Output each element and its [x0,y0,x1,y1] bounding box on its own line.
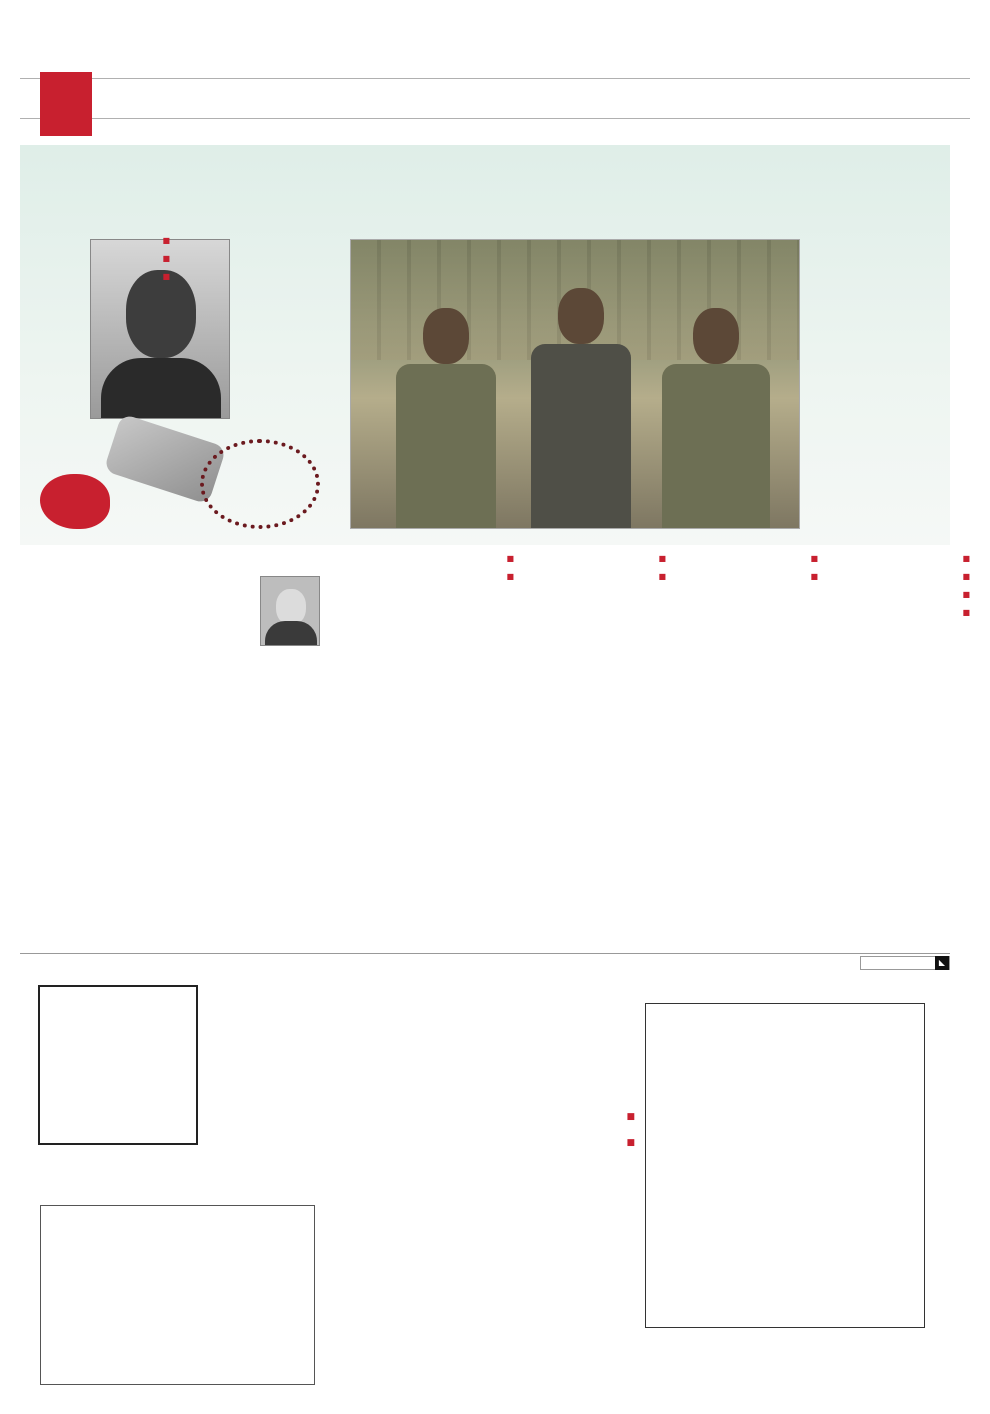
col1-subhead-4 [830,605,970,620]
puzzle-divider [20,953,950,971]
photo-person-1 [391,288,501,528]
masthead [0,78,990,120]
across-title [345,1107,635,1125]
col4-subhead-1 [374,551,514,566]
crossword-column-numbers [645,985,925,1001]
col4-subhead-2 [374,569,514,584]
column-3 [526,548,666,948]
solution-grid [40,1205,315,1385]
photo-person-3 [656,288,776,528]
col2-subhead-2 [678,569,818,584]
crossword-grid [645,985,945,1330]
pullquote-mark [725,870,805,910]
col1-subhead-2 [830,569,970,584]
prayer-beads-image [200,439,320,529]
col6-subhead-1 [30,233,170,248]
column-1 [830,548,970,948]
col2-subhead-1 [678,551,818,566]
paper-logo [40,72,92,136]
puzzle-tab [860,956,950,970]
soleimani-photo [260,576,320,646]
col1-subhead-1 [830,551,970,566]
col3-subhead-2 [526,569,666,584]
col1-subhead-3 [830,587,970,602]
col6-subhead-3 [30,269,170,284]
puzzle-tab-icon: ◣ [935,956,949,970]
down-title [345,1133,635,1151]
column-6 [30,230,170,948]
section-logo [400,66,520,124]
col6-subhead-2 [30,251,170,266]
crossword-clues [345,1105,635,1153]
column-2 [678,548,818,868]
column-5 [252,690,362,948]
main-photo [350,239,800,529]
col3-subhead-1 [526,551,666,566]
sudoku-grid [38,985,198,1145]
crossword-cells [645,1003,925,1328]
masthead-left [40,72,106,136]
column-4 [374,548,514,948]
photo-person-2 [526,278,636,528]
article-intro [798,239,938,245]
